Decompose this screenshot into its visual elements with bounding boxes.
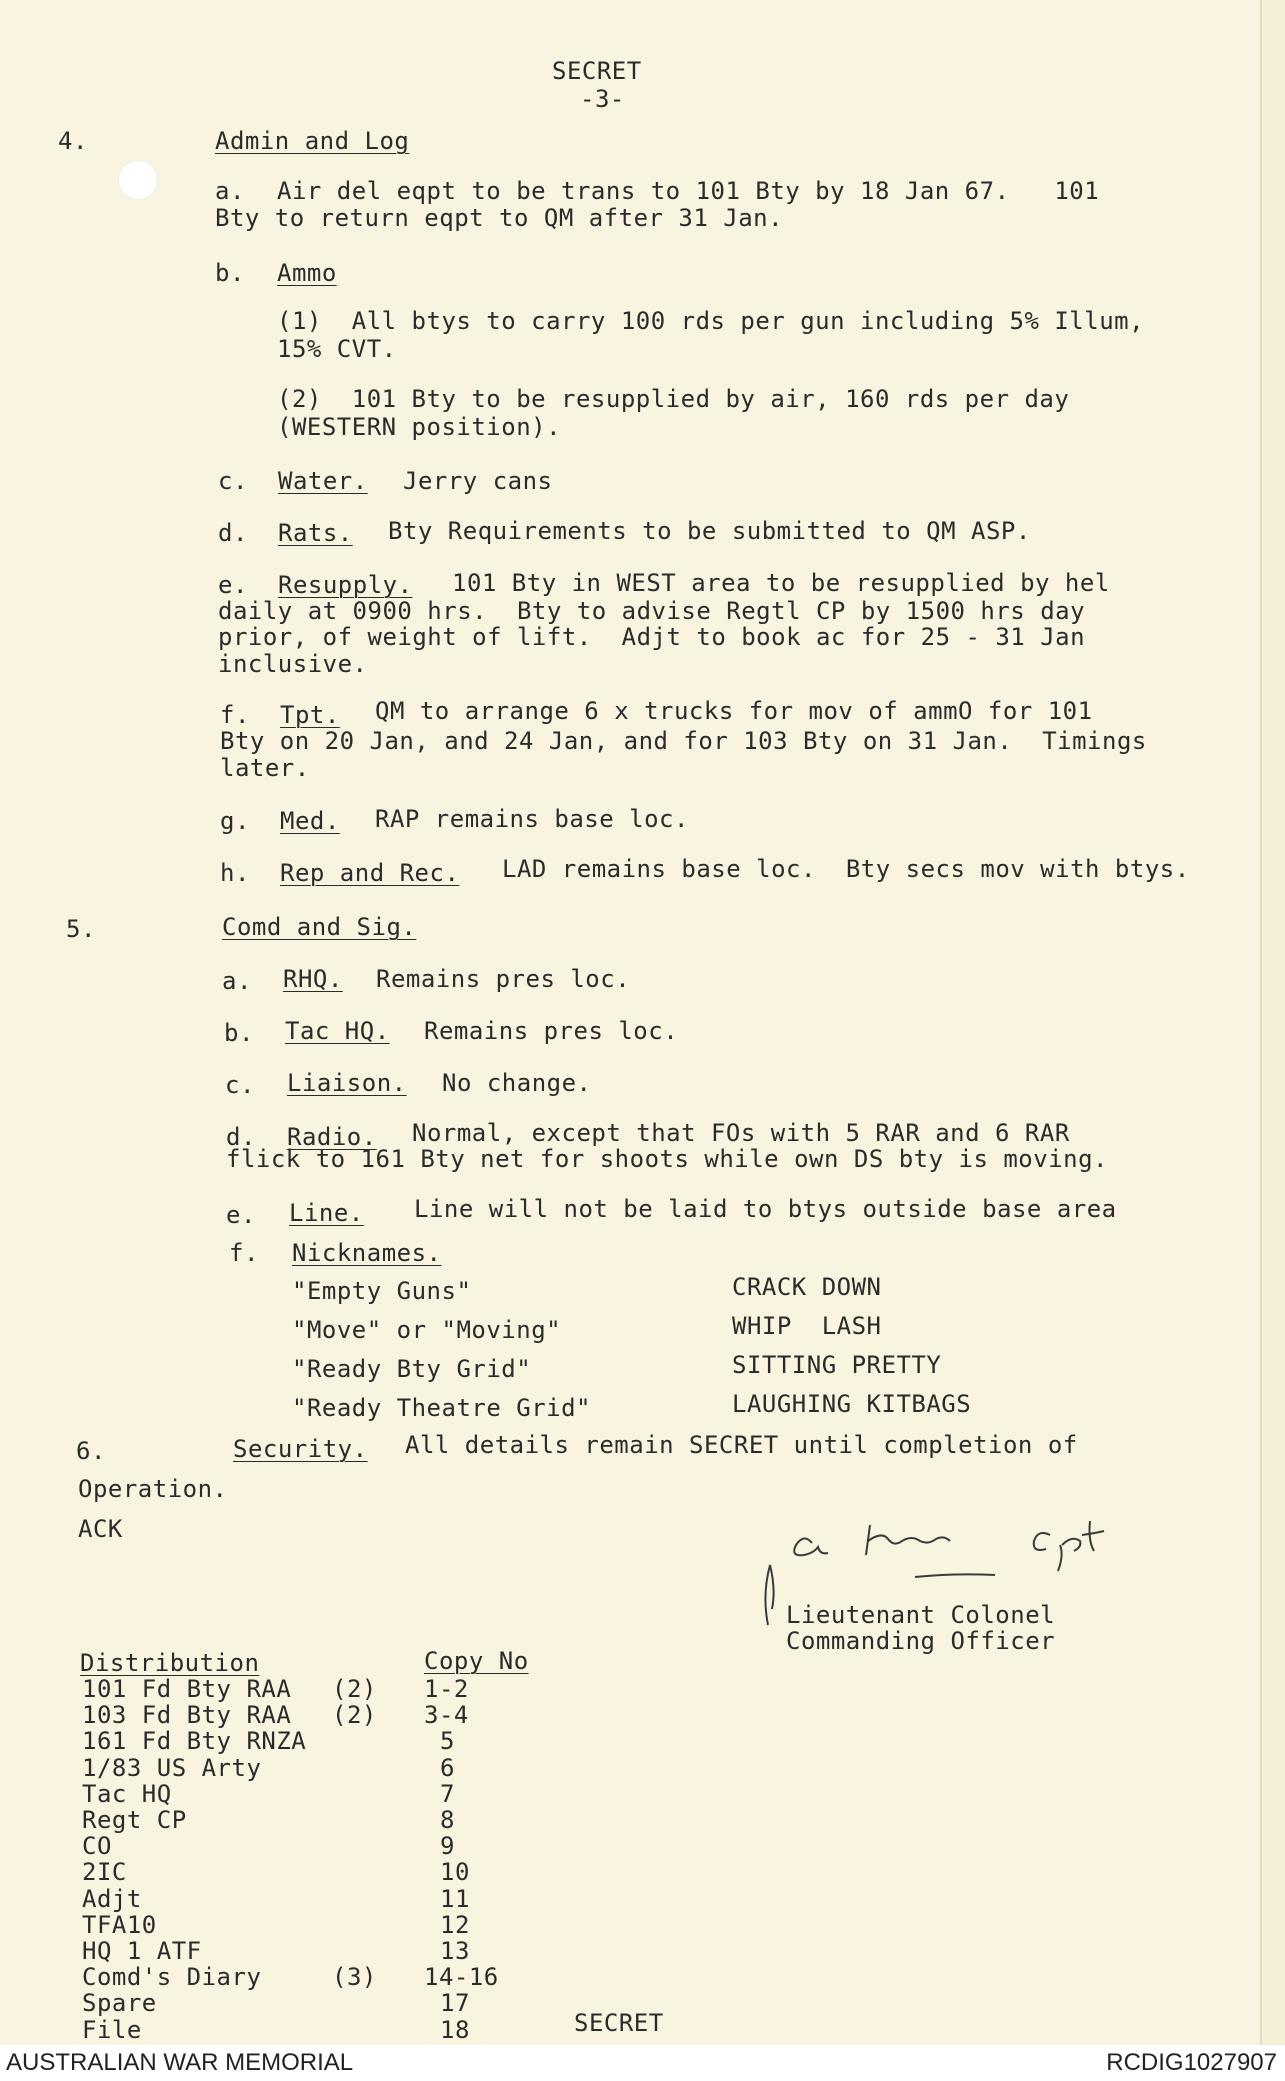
distribution-recipient: File xyxy=(82,2015,142,2044)
item-4a-letter: a. xyxy=(215,177,245,205)
item-5e-letter: e. xyxy=(226,1201,256,1229)
distribution-copy-no: 6 xyxy=(440,1753,455,1782)
nickname-term: "Empty Guns" xyxy=(292,1277,472,1305)
item-4f-title: Tpt. xyxy=(280,701,340,729)
item-4b2-line2: (WESTERN position). xyxy=(277,413,562,441)
item-5a-title: RHQ. xyxy=(283,965,343,993)
item-4e-line3: prior, of weight of lift. Adjt to book ac for 25 - 31 Jan xyxy=(218,623,1086,651)
distribution-copy-no: 8 xyxy=(440,1806,455,1834)
distribution-recipient: Spare xyxy=(82,1989,157,2018)
distribution-count: (2) xyxy=(332,1675,377,1703)
item-4d-letter: d. xyxy=(218,519,248,547)
item-4c-title: Water. xyxy=(278,467,368,495)
item-5f-title: Nicknames. xyxy=(292,1239,442,1267)
distribution-copy-no: 1-2 xyxy=(424,1675,469,1703)
section-6-line2: Operation. xyxy=(78,1475,228,1503)
nickname-code: LAUGHING KITBAGS xyxy=(732,1390,972,1418)
nickname-term: "Ready Bty Grid" xyxy=(292,1355,532,1383)
item-5c-text: No change. xyxy=(442,1069,592,1097)
item-5d-line1: Normal, except that FOs with 5 RAR and 6 RAR xyxy=(412,1119,1070,1147)
item-5d-letter: d. xyxy=(226,1123,256,1151)
item-5c-letter: c. xyxy=(225,1071,255,1099)
item-5c-title: Liaison. xyxy=(287,1069,407,1097)
signature-rank-line1: Lieutenant Colonel xyxy=(786,1601,1056,1629)
item-5e-title: Line. xyxy=(289,1199,364,1227)
archive-footer xyxy=(0,2045,1285,2081)
distribution-recipient: 103 Fd Bty RAA xyxy=(82,1701,292,1730)
distribution-copy-no: 12 xyxy=(440,1910,470,1939)
nickname-code: CRACK DOWN xyxy=(732,1273,882,1301)
section-6-line1: All details remain SECRET until completion of xyxy=(405,1431,1078,1459)
section-4-title: Admin and Log xyxy=(215,127,410,155)
classification-footer: SECRET xyxy=(574,2009,664,2037)
page-number: -3- xyxy=(580,85,625,113)
distribution-copy-no: 11 xyxy=(440,1884,470,1913)
distribution-recipient: 2IC xyxy=(82,1858,127,1887)
item-4f-letter: f. xyxy=(220,701,250,729)
item-4e-title: Resupply. xyxy=(278,571,413,599)
archive-name: AUSTRALIAN WAR MEMORIAL xyxy=(6,2049,354,2076)
distribution-copy-no: 13 xyxy=(440,1937,470,1965)
distribution-header: Distribution xyxy=(80,1649,260,1677)
item-4d-text: Bty Requirements to be submitted to QM ASP. xyxy=(388,517,1031,545)
item-4f-line3: later. xyxy=(220,754,310,782)
item-5a-letter: a. xyxy=(222,967,252,995)
item-4f-line2: Bty on 20 Jan, and 24 Jan, and for 103 Bty on 31 Jan. Timings xyxy=(220,727,1147,755)
item-4e-line1: 101 Bty in WEST area to be resupplied by hel xyxy=(452,569,1110,597)
nickname-code: WHIP LASH xyxy=(732,1312,882,1340)
item-4h-text: LAD remains base loc. Bty secs mov with btys. xyxy=(502,855,1190,883)
distribution-recipient: CO xyxy=(82,1832,112,1861)
distribution-recipient: Comd's Diary xyxy=(82,1963,262,1992)
item-4f-line1: QM to arrange 6 x trucks for mov of ammO for 101 xyxy=(375,697,1093,725)
distribution-copy-no: 5 xyxy=(440,1727,455,1756)
item-4h-title: Rep and Rec. xyxy=(280,859,460,887)
item-4d-title: Rats. xyxy=(278,519,353,547)
item-4b-title: Ammo xyxy=(277,259,337,287)
copy-no-header: Copy No xyxy=(424,1647,529,1675)
distribution-copy-no: 14-16 xyxy=(424,1963,499,1992)
distribution-recipient: 161 Fd Bty RNZA xyxy=(82,1727,307,1756)
punch-hole xyxy=(118,160,158,200)
section-6-number: 6. xyxy=(76,1437,106,1465)
item-4e-letter: e. xyxy=(218,571,248,599)
section-6-title: Security. xyxy=(233,1435,368,1463)
item-4b1-line2: 15% CVT. xyxy=(277,335,397,363)
nickname-code: SITTING PRETTY xyxy=(732,1351,942,1379)
item-4a-line2: Bty to return eqpt to QM after 31 Jan. xyxy=(215,204,784,232)
distribution-recipient: 1/83 US Arty xyxy=(82,1753,262,1782)
item-5d-title: Radio. xyxy=(287,1123,377,1151)
item-5b-text: Remains pres loc. xyxy=(424,1017,679,1045)
signature-rank-line2: Commanding Officer xyxy=(786,1627,1056,1655)
item-4b1-line1: (1) All btys to carry 100 rds per gun including 5% Illum, xyxy=(277,307,1145,335)
nickname-term: "Ready Theatre Grid" xyxy=(292,1394,591,1422)
distribution-recipient: 101 Fd Bty RAA xyxy=(82,1675,292,1703)
item-5d-line2: flick to 161 Bty net for shoots while own DS bty is moving. xyxy=(226,1145,1109,1173)
ack-note: ACK xyxy=(78,1515,123,1543)
item-4c-letter: c. xyxy=(218,467,248,495)
distribution-recipient: Adjt xyxy=(82,1884,142,1913)
distribution-copy-no: 9 xyxy=(440,1832,455,1861)
distribution-copy-no: 3-4 xyxy=(424,1701,469,1730)
section-5-title: Comd and Sig. xyxy=(222,913,417,941)
item-4g-text: RAP remains base loc. xyxy=(375,805,689,833)
archive-reference: RCDIG1027907 xyxy=(1106,2049,1277,2076)
distribution-copy-no: 7 xyxy=(440,1779,455,1808)
distribution-count: (2) xyxy=(332,1701,377,1730)
distribution-recipient: TFA10 xyxy=(82,1910,157,1939)
item-4g-title: Med. xyxy=(280,807,340,835)
section-4-number: 4. xyxy=(58,127,88,155)
item-4a-line1: Air del eqpt to be trans to 101 Bty by 18 Jan 67. 101 xyxy=(277,177,1100,205)
distribution-copy-no: 10 xyxy=(440,1858,470,1887)
item-4h-letter: h. xyxy=(220,859,250,887)
distribution-count: (3) xyxy=(332,1963,377,1992)
item-4c-text: Jerry cans xyxy=(403,467,553,495)
distribution-recipient: Tac HQ xyxy=(82,1779,172,1808)
distribution-copy-no: 18 xyxy=(440,2015,470,2044)
item-5f-letter: f. xyxy=(229,1239,259,1267)
distribution-copy-no: 17 xyxy=(440,1989,470,2018)
section-5-number: 5. xyxy=(66,915,96,943)
item-5e-text: Line will not be laid to btys outside base area xyxy=(414,1195,1117,1223)
item-5b-letter: b. xyxy=(224,1019,254,1047)
item-4b2-line1: (2) 101 Bty to be resupplied by air, 160 rds per day xyxy=(277,385,1070,413)
item-4e-line4: inclusive. xyxy=(218,650,368,678)
item-4b-letter: b. xyxy=(215,259,245,287)
nickname-term: "Move" or "Moving" xyxy=(292,1316,562,1344)
item-4e-line2: daily at 0900 hrs. Bty to advise Regtl CP by 1500 hrs day xyxy=(218,597,1086,625)
item-5b-title: Tac HQ. xyxy=(285,1017,390,1045)
item-5a-text: Remains pres loc. xyxy=(376,965,631,993)
distribution-recipient: HQ 1 ATF xyxy=(82,1937,202,1965)
classification-header: SECRET xyxy=(552,57,642,85)
distribution-recipient: Regt CP xyxy=(82,1806,187,1834)
item-4g-letter: g. xyxy=(220,807,250,835)
